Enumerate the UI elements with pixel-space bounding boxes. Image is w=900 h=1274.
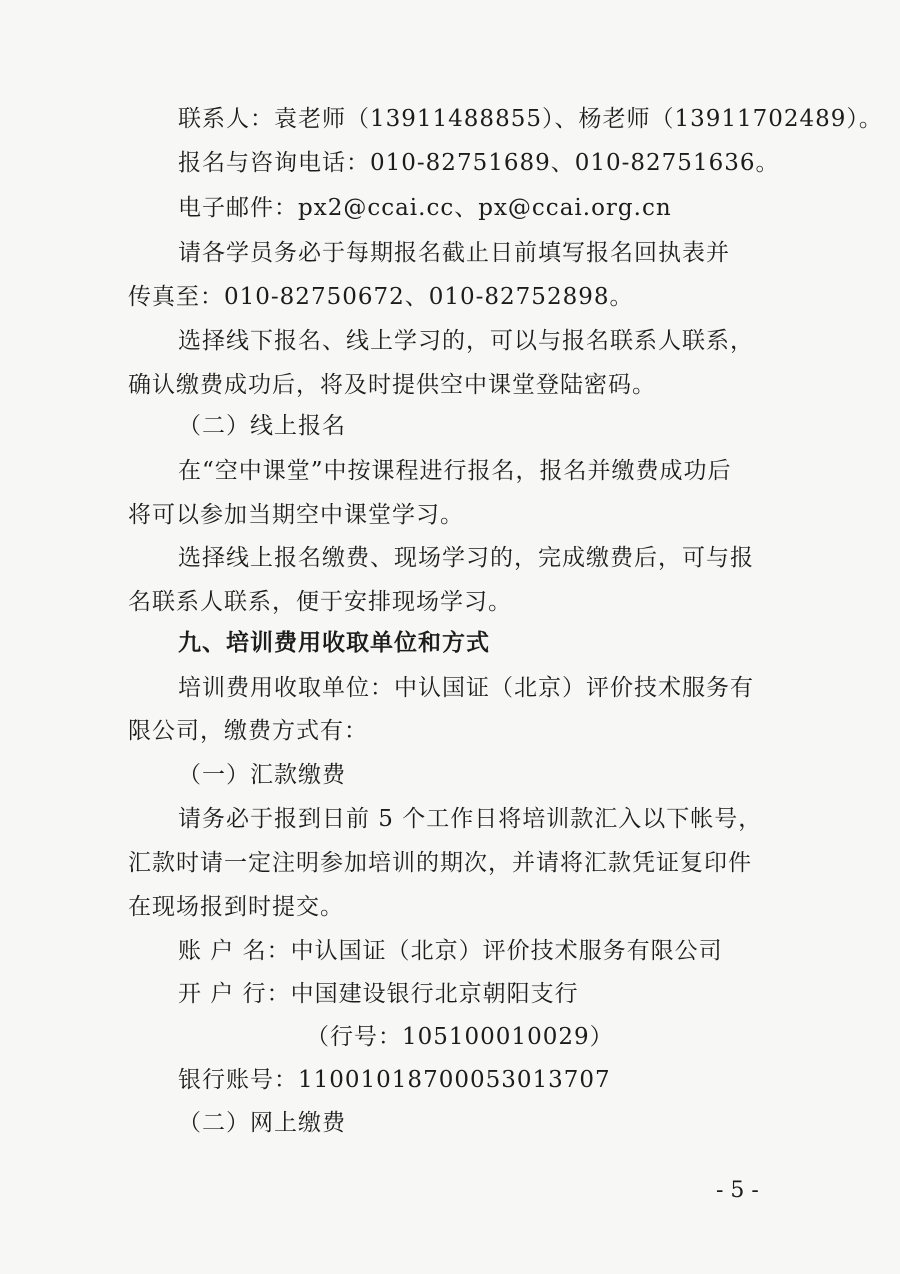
remittance-line-1: 请务必于报到日前 5 个工作日将培训款汇入以下帐号， [178,806,763,832]
contact-persons: 联系人：袁老师（13911488855）、杨老师（13911702489）。 [178,106,883,132]
page-number: - 5 - [716,1178,759,1203]
online-paragraph-2-line-1: 选择线上报名缴费、现场学习的，完成缴费后，可与报 [178,545,754,571]
offline-paragraph-line-2: 确认缴费成功后，将及时提供空中课堂登陆密码。 [128,372,656,398]
fees-intro-line-1: 培训费用收取单位：中认国证（北京）评价技术服务有 [178,675,754,701]
contact-phone: 报名与咨询电话：010-82751689、010-82751636。 [178,150,780,176]
account-name: 账 户 名：中认国证（北京）评价技术服务有限公司 [178,938,723,964]
remittance-line-2: 汇款时请一定注明参加培训的期次，并请将汇款凭证复印件 [128,850,752,876]
online-paragraph-1-line-2: 将可以参加当期空中课堂学习。 [128,502,464,528]
account-number: 银行账号：11001018700053013707 [178,1067,611,1093]
remittance-title: （一）汇款缴费 [178,762,346,788]
bank-code: （行号：105100010029） [306,1024,614,1050]
fees-intro-line-2: 限公司，缴费方式有： [128,718,368,744]
online-registration-title: （二）线上报名 [178,413,346,439]
bank-name: 开 户 行：中国建设银行北京朝阳支行 [178,981,579,1007]
fax-paragraph-line-1: 请各学员务必于每期报名截止日前填写报名回执表并 [178,240,730,266]
online-paragraph-2-line-2: 名联系人联系，便于安排现场学习。 [128,589,512,615]
section-heading-fees: 九、培训费用收取单位和方式 [178,630,490,656]
online-payment-title: （二）网上缴费 [178,1110,346,1136]
fax-paragraph-line-2: 传真至：010-82750672、010-82752898。 [128,284,634,310]
offline-paragraph-line-1: 选择线下报名、线上学习的，可以与报名联系人联系， [178,328,754,354]
online-paragraph-1-line-1: 在“空中课堂”中按课程进行报名，报名并缴费成功后 [178,458,732,484]
contact-email: 电子邮件：px2@ccai.cc、px@ccai.org.cn [178,195,672,221]
remittance-line-3: 在现场报到时提交。 [128,894,344,920]
